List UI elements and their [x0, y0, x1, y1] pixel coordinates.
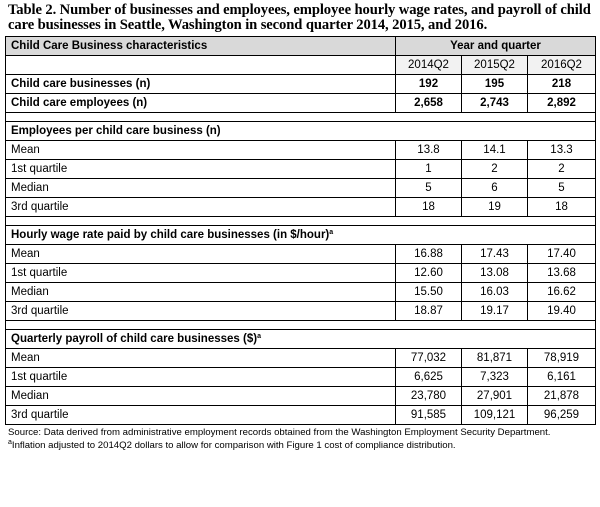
- table-row: [6, 349, 596, 368]
- table-row: [6, 160, 596, 179]
- table-cell: 2,743: [462, 94, 528, 113]
- spacer-row: [6, 217, 596, 226]
- table-cell: 2,892: [528, 94, 596, 113]
- row-label: Median: [6, 283, 396, 302]
- table-row: [6, 368, 596, 387]
- row-label: 3rd quartile: [6, 406, 396, 425]
- table-cell: 13.08: [462, 264, 528, 283]
- row-label: 1st quartile: [6, 160, 396, 179]
- section-title: Employees per child care business (n): [11, 125, 221, 137]
- table-row: [6, 387, 596, 406]
- section-title-cell: [6, 122, 596, 141]
- table-cell: 23,780: [396, 387, 462, 406]
- table-title: Table 2. Number of businesses and employees, employee hourly wage rates, and payroll of child care businesses in Seattle, Washington in second quarter 2014, 2015, and 2016.: [8, 2, 591, 33]
- table-row: [6, 264, 596, 283]
- table-cell: 6,625: [396, 368, 462, 387]
- footnote-mark: a: [329, 229, 334, 236]
- table-row: [6, 94, 596, 113]
- table-cell: 16.03: [462, 283, 528, 302]
- table-cell: 13.3: [528, 141, 596, 160]
- spacer-row: [6, 113, 596, 122]
- table-cell: 12.60: [396, 264, 462, 283]
- table-cell: 2,658: [396, 94, 462, 113]
- table-cell: 5: [396, 179, 462, 198]
- table-cell: 19.17: [462, 302, 528, 321]
- spacer-cell: [6, 321, 596, 330]
- row-label: Mean: [6, 245, 396, 264]
- source-note: Source: Data derived from administrative employment records obtained from the Washington Employment Security Department.: [8, 427, 551, 438]
- table-cell: 19.40: [528, 302, 596, 321]
- table-cell: 81,871: [462, 349, 528, 368]
- spacer-cell: [6, 217, 596, 226]
- footnote-mark: a: [257, 333, 261, 340]
- section-title-cell: [6, 330, 596, 349]
- table-cell: 17.40: [528, 245, 596, 264]
- table-cell: 6,161: [528, 368, 596, 387]
- section-title: Hourly wage rate paid by child care businesses (in $/hour): [11, 229, 330, 241]
- table-notes: [8, 427, 595, 452]
- quarter-header: 2015Q2: [462, 56, 528, 75]
- table-cell: 21,878: [528, 387, 596, 406]
- table-cell: 7,323: [462, 368, 528, 387]
- table-cell: 192: [396, 75, 462, 94]
- spacer-row: [6, 321, 596, 330]
- row-label: Child care businesses (n): [6, 75, 396, 94]
- table-row: [6, 283, 596, 302]
- row-label: 3rd quartile: [6, 198, 396, 217]
- empty-header-cell: [6, 56, 396, 75]
- table-cell: 77,032: [396, 349, 462, 368]
- quarter-header-row: [6, 56, 596, 75]
- table-cell: 109,121: [462, 406, 528, 425]
- row-label: Mean: [6, 349, 396, 368]
- table-cell: 2: [528, 160, 596, 179]
- table-cell: 6: [462, 179, 528, 198]
- characteristics-header: Child Care Business characteristics: [6, 37, 396, 56]
- table-cell: 5: [528, 179, 596, 198]
- table-row: [6, 141, 596, 160]
- footnote-mark: a: [8, 438, 12, 446]
- section-header-row: [6, 226, 596, 245]
- section-title: Quarterly payroll of child care businesses ($): [11, 333, 258, 345]
- table-cell: 18.87: [396, 302, 462, 321]
- table-cell: 18: [396, 198, 462, 217]
- year-quarter-header: Year and quarter: [396, 37, 596, 56]
- quarter-header: 2016Q2: [528, 56, 596, 75]
- table-cell: 17.43: [462, 245, 528, 264]
- section-title-cell: [6, 226, 596, 245]
- table-cell: 78,919: [528, 349, 596, 368]
- table-cell: 27,901: [462, 387, 528, 406]
- row-label: Median: [6, 179, 396, 198]
- table-cell: 16.62: [528, 283, 596, 302]
- footnote: [8, 440, 595, 453]
- table-cell: 91,585: [396, 406, 462, 425]
- header-row: [6, 37, 596, 56]
- table-cell: 15.50: [396, 283, 462, 302]
- row-label: 1st quartile: [6, 368, 396, 387]
- table-cell: 18: [528, 198, 596, 217]
- spacer-cell: [6, 113, 596, 122]
- table-cell: 19: [462, 198, 528, 217]
- table-cell: 14.1: [462, 141, 528, 160]
- table-cell: 218: [528, 75, 596, 94]
- table-row: [6, 179, 596, 198]
- section-header-row: [6, 330, 596, 349]
- table-cell: 1: [396, 160, 462, 179]
- table-cell: 13.68: [528, 264, 596, 283]
- table-cell: 195: [462, 75, 528, 94]
- table-cell: 2: [462, 160, 528, 179]
- table-row: [6, 302, 596, 321]
- row-label: 1st quartile: [6, 264, 396, 283]
- quarter-header: 2014Q2: [396, 56, 462, 75]
- table-row: [6, 406, 596, 425]
- table-cell: 13.8: [396, 141, 462, 160]
- table-cell: 16.88: [396, 245, 462, 264]
- table-row: [6, 245, 596, 264]
- row-label: Child care employees (n): [6, 94, 396, 113]
- table-row: [6, 198, 596, 217]
- data-table: [5, 36, 596, 425]
- row-label: Mean: [6, 141, 396, 160]
- row-label: Median: [6, 387, 396, 406]
- table-cell: 96,259: [528, 406, 596, 425]
- row-label: 3rd quartile: [6, 302, 396, 321]
- section-header-row: [6, 122, 596, 141]
- table-row: [6, 75, 596, 94]
- document-page: [5, 3, 595, 452]
- footnote-text: Inflation adjusted to 2014Q2 dollars to allow for comparison with Figure 1 cost of compliance distribution.: [11, 439, 456, 451]
